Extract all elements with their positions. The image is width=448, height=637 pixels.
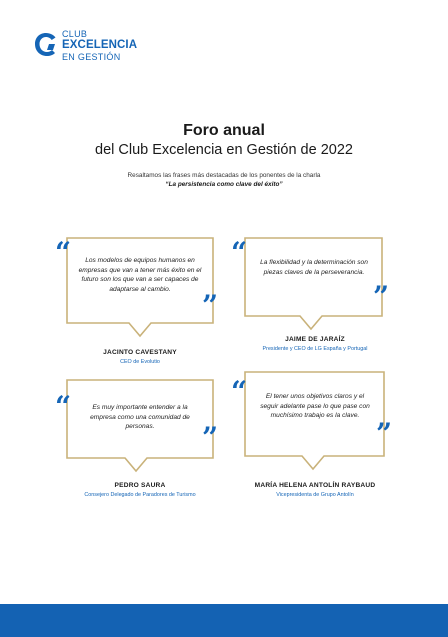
quote-card-1 (55, 236, 220, 348)
speaker-role: CEO de Evolutio (120, 359, 160, 365)
speaker-role: Presidente y CEO de LG España y Portugal (262, 346, 368, 352)
open-quote-icon: “ (231, 236, 248, 269)
quote-text: Es muy importante entender a la empresa como una comunidad de personas. (90, 404, 190, 431)
close-quote-icon: ” (373, 280, 390, 313)
speaker-name: JACINTO CAVESTANY (103, 349, 177, 356)
intro-line-1: Resaltamos las frases más destacadas de los ponentes de la charla (127, 172, 321, 179)
quote-card-2 (231, 236, 390, 338)
page-title: Foro anual (183, 122, 265, 139)
intro-talk-title: “La persistencia como clave del éxito” (165, 180, 283, 188)
club-excelencia-logo (33, 29, 143, 65)
speaker-name: JAIME DE JARAÍZ (285, 336, 345, 343)
quote-text: Los modelos de equipos humanos en empresas que van a tener más éxito en el futuro son los que van a ser capaces de adaptarse al cambio. (78, 257, 202, 293)
quote-card-4 (231, 372, 393, 482)
open-quote-icon: “ (231, 375, 248, 408)
speaker-name: MARÍA HELENA ANTOLÍN RAYBAUD (254, 482, 376, 489)
logo-line-2: EXCELENCIA (62, 39, 138, 51)
speech-bubble-frame (238, 238, 388, 338)
open-quote-icon: “ (55, 390, 72, 423)
close-quote-icon: ” (376, 417, 393, 450)
logo-line-1: CLUB (62, 29, 88, 39)
close-quote-icon: ” (202, 289, 219, 322)
open-quote-icon: “ (55, 236, 72, 269)
speech-bubble-frame (238, 372, 393, 482)
logo-mark-icon (33, 31, 59, 59)
quote-text: La flexibilidad y la determinación son piezas claves de la perseverancia. (260, 259, 368, 276)
logo-line-3: EN GESTIÓN (62, 52, 121, 62)
footer-bar (0, 604, 448, 637)
speaker-name: PEDRO SAURA (114, 482, 166, 489)
quote-text: El tener unos objetivos claros y el seguir adelante pase lo que pase con muchísimo trabajo es la clave. (260, 393, 370, 420)
speaker-role: Consejero Delegado de Paradores de Turismo (84, 492, 196, 498)
close-quote-icon: ” (202, 421, 219, 454)
intro-text (0, 172, 448, 189)
quote-card-3 (55, 380, 220, 482)
page-subtitle: del Club Excelencia en Gestión de 2022 (95, 142, 353, 158)
speaker-role: Vicepresidenta de Grupo Antolín (276, 492, 354, 498)
